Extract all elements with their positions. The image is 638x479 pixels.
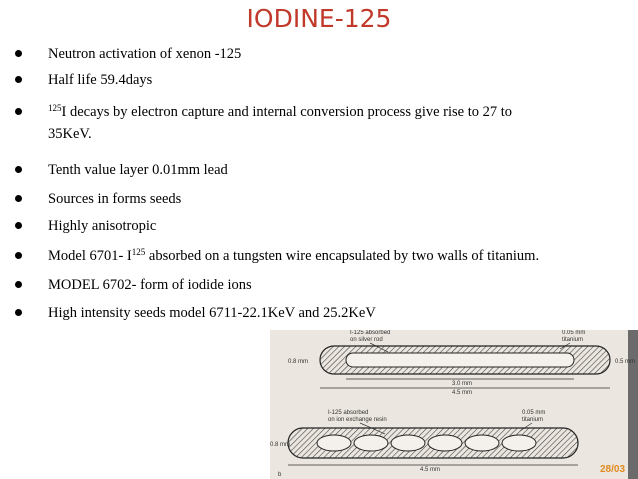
top-seed-inner-length: 3.0 mm — [452, 381, 473, 387]
seed-diagram-photo — [270, 330, 638, 479]
date-stamp: 28/03 — [600, 464, 626, 475]
bullet-text: Half life 59.4days — [48, 72, 153, 88]
bullet-dot-icon — [15, 166, 22, 173]
top-seed-left-dim: 0.8 mm — [288, 359, 309, 365]
resin-bead — [354, 435, 388, 451]
superscript-mass-number: 125 — [131, 247, 146, 257]
bullet-text — [48, 102, 512, 122]
top-seed-label-absorbed-2: on silver rod — [350, 337, 383, 343]
bottom-seed-label-titanium: 0.05 mm — [522, 410, 546, 416]
bullet-text: Sources in forms seeds — [48, 191, 182, 207]
bullet-text: High intensity seeds model 6711-22.1KeV and 25.2KeV — [48, 305, 376, 321]
bullet-text: Highly anisotropic — [48, 218, 157, 234]
bullet-dot-icon — [15, 281, 22, 288]
top-seed-label-titanium: 0.05 mm — [562, 330, 586, 336]
bullet-dot-icon — [15, 108, 22, 115]
panel-letter: b — [278, 472, 282, 478]
resin-bead — [428, 435, 462, 451]
bullet-dot-icon — [15, 50, 22, 57]
bullet-dot-icon — [15, 252, 22, 259]
top-seed-label-absorbed: I-125 absorbed — [350, 330, 391, 336]
slide-title: IODINE-125 — [246, 4, 392, 33]
bottom-seed-outer-length: 4.5 mm — [420, 467, 441, 473]
bullet-text-prefix: Model 6701- I — [48, 248, 132, 264]
superscript-mass-number: 125 — [48, 103, 62, 113]
bottom-seed-label-absorbed-2: on ion exchange resin — [328, 417, 387, 423]
bottom-seed-left-dim: 0.8 mm — [270, 442, 291, 448]
bottom-seed-label-absorbed: I-125 absorbed — [328, 410, 369, 416]
bullet-text: Tenth value layer 0.01mm lead — [48, 162, 228, 178]
photo-edge-shadow — [628, 330, 638, 479]
resin-bead — [317, 435, 351, 451]
resin-bead — [465, 435, 499, 451]
top-seed-silver-rod — [346, 353, 574, 367]
bullet-item — [0, 102, 600, 146]
bullet-text-main: absorbed on a tungsten wire encapsulated by two walls of titanium. — [145, 248, 540, 264]
bullet-dot-icon — [15, 309, 22, 316]
top-seed-label-titanium-2: titanium — [562, 337, 584, 343]
bullet-text-main: I decays by electron capture and internal conversion process give rise to 27 to — [61, 104, 513, 120]
resin-bead — [391, 435, 425, 451]
bottom-seed-label-titanium-2: titanium — [522, 417, 544, 423]
bullet-text: MODEL 6702- form of iodide ions — [48, 277, 252, 293]
top-seed-right-dim: 0.5 mm — [615, 359, 636, 365]
bullet-dot-icon — [15, 76, 22, 83]
bullet-text — [48, 246, 539, 266]
resin-bead — [502, 435, 536, 451]
seed-diagram — [270, 330, 638, 479]
bullet-text: Neutron activation of xenon -125 — [48, 46, 242, 62]
bullet-dot-icon — [15, 222, 22, 229]
top-seed-outer-length: 4.5 mm — [452, 390, 473, 396]
bullet-dot-icon — [15, 195, 22, 202]
bullet-text-continuation: 35KeV. — [48, 126, 92, 142]
